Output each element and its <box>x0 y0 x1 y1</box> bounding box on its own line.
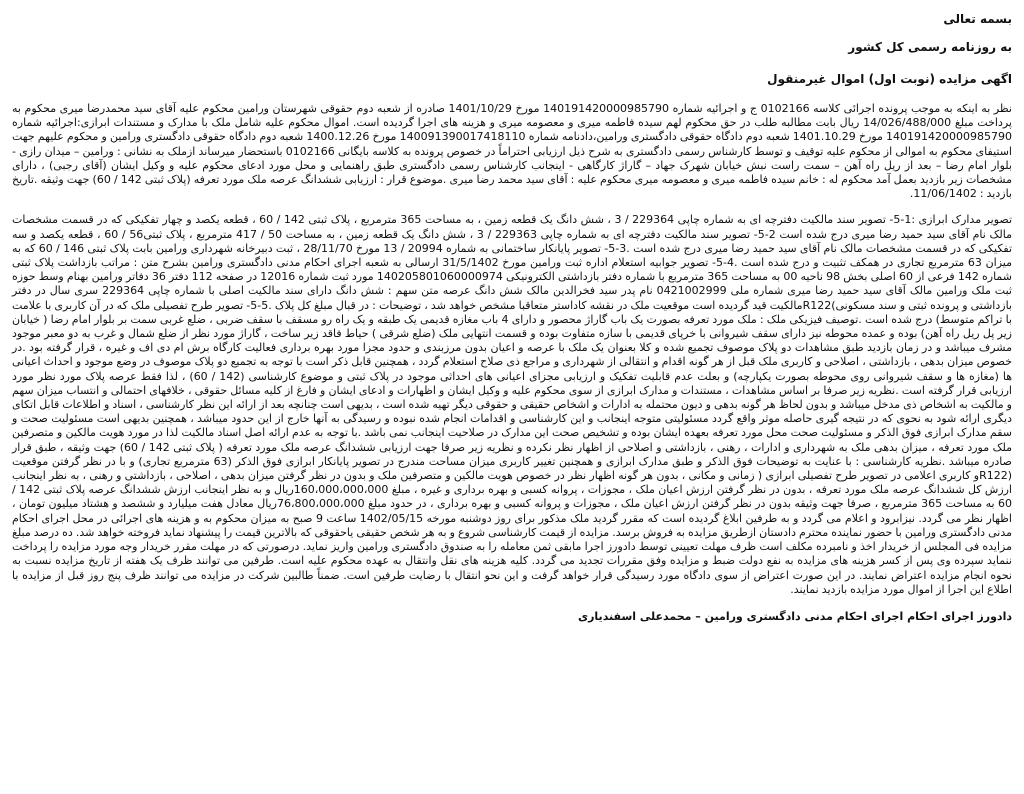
bismillah-heading: بسمه تعالی <box>943 12 1012 26</box>
signature-line: دادورز اجرای احکام اجرای احکام مدنی دادگستری ورامین – محمدعلی اسفندیاری <box>578 609 1012 623</box>
expert-report-paragraph: تصویر مدارک ابرازی :1-5- تصویر سند مالکیت دفترچه ای به شماره چاپی 229364 / 3 ، شش دانگ یک قطعه زمین ، به مساحت 365 مترمربع ، پلاک ثبتی 142 / 60 ، قطعه یکصد و چهار تفکیکی که در قسمت مشخصات مالک نام آقای سید حمید رضا میری درج شده است 2-5- تصویر سند مالکیت دفترچه ای به شماره چاپی 229363 / 3 ، شش دانگ یک قطعه زمین ، به مساحت 50 / 417 مترمربع ، پلاک ثبتی56 / 60 ، قطعه یکصد و سه تفکیکی که در قسمت مشخصات مالک نام آقای سید حمید رضا میری درج شده است .3-5- تصویر پایانکار ساختمانی به شماره 20994 / 13 مورخ 28/11/70 ، ثبت دبیرخانه شهرداری ورامین بابت پلاک ثبتی 146 / 60 که به میزان 63 مترمربع تجاری در همکف تثبیت و درج شده است .4-5- تصویر جوابیه استعلام اداره ثبت ورامین مورخ 31/5/1402 ارسالی به شعبه اجرای احکام مدنی دادگستری ورامین بشرح متن : مراتب بازداشت پلاک ثبتی شماره 142 فرعی از 60 اصلی بخش 98 ناحیه 00 به مساحت 365 مترمربع با شماره دفتر بازداشتی الکترونیکی 140205801060000974 مورد ثبت شماره 12016 در صفحه 112 دفتر 36 دفاتر ورامین بهنام وسط حوزه ثبت ملک ورامین مالک آقای سید حمید رضا میری شماره ملی 0421002999 نام پدر سید فخرالدین مالک شش دانگ عرصه متن سهم : شش دانگ دارای سند مالکیت اصلی با شماره چاپی 229364 سری سال در دفتر بازداشتی و پرونده ثبتی و سند مسکونی)R122مالکیت قید گردیده است موقعیت ملک در نقشه کاداستر متعاقبا مشخص خواهد شد ، توضیحات : در قبال مبلغ کل پلاک .5-5- تصویر طرح تفصیلی ملک که در آن کاربری با علامت با تراکم متوسط) درج شده است .توصیف فیزیکی ملک : ملک مورد تعرفه بصورت یک باب گاراژ محصور و دارای 4 باب مغازه قدیمی یک طبقه و یک راه رو مسقف با سقف ضربی ، ضلع غربی سمت بر بلوار امام رضا ( خیابان زیر پل ریل راه آهن) بوده و عمده محوطه نیز دارای سقف شیروانی با خرپای قدیمی با سازه متفاوت بوده و قسمت انتهایی ملک (ضلع شرقی ) حیاط فاقد زیر ساخت ، گاراژ مورد نظر از ضلع شمال و غرب به دو معبر موجود مشرف میباشد و در زمان بازدید طبق مشاهدات دو پلاک موصوف تجمیع شده و کلا بعنوان یک ملک با عرصه و اعیان بدون مرزبندی و حدود مجزا مورد بهره برداری فعالیت کارگاه برش ام دی اف و غیره ، قرار گرفته بود .در خصوص میزان بدهی ، بازداشتی ، اصلاحی و کاربری ملک قبل از هر گونه اقدام و انتقالی از شهرداری و مراجع ذی صلاح استعلام گردد ، همچنین قابل ذکر است با توجه به تجمیع دو پلاک موصوف در وضع موجود و احداث اعیانی ها (مغازه ها و سقف شیروانی روی محوطه بصورت یکپارچه) و بعلت عدم قابلیت تفکیک و ارزیابی مجزای اعیانی های احداثی موجود در پلاک ثبتی و موضوع کارشناسی (142 / 60) ، لذا فقط عرصه پلاک مورد نظر مورد ارزیابی قرار گرفته است .نظریه زیر صرفا بر اساس مشاهدات ، مستندات و مدارک ابرازی از سوی محکوم علیه و وکیل ایشان و اظهارات و ادعای ایشان و فارغ از کلیه مسائل حقوقی ، خلافهای احتمالی و انتساب میزان سهم و مالکیت به اشخاص ذی مدخل میباشد و بدون لحاظ هر گونه بدهی و دیون محتمله به ادارات و اشخاص حقیقی و حقوقی دیگر تهیه شده است ، بدیهی است چنانچه بعد از ارائه این نظر کارشناسی ، اسناد و اطلاعات قابل اتکای دیگری ارائه شود به نحوی که در نتیجه گیری حاصله موثر واقع گردد مسئولیتی متوجه اینجانب و این کارشناسی و اقدامات انجام شده نبوده و رسیدگی به آنها خارج از این حدود میباشد ، همچنین بدیهی است مسئولیت صحت و سقم مدارک ابرازی فوق الذکر و مسئولیت صحت محل مورد تعرفه بعهده ایشان بوده و تشخیص صحت این مدارک در صلاحیت اینجانب نمی باشد .با توجه به عدم ارائه اصل اسناد مالکیت لذا در مورد هویت مالکین و متصرفین ملک مورد تعرفه ، میزان بدهی ملک به شهرداری و ادارات ، رهنی ، بازداشتی و اصلاحی از اظهار نظر نکرده و نظریه زیر صرفا جهت ارزیابی ششدانگ عرصه ملک مورد تعرفه ( پلاک ثبتی 142 / 60) جهت وثیقه ، طبق قرار صادره میباشد .نظریه کارشناسی : با عنایت به توضیحات فوق الذکر و طبق مدارک ابرازی و همچنین تغییر کاربری میزان مساحت مندرج در تصویر پایانکار ابرازی فوق الذکر (63 مترمربع تجاری) و با در نظر گرفتن موقعیت (R122و کاربری اعلامی در تصویر طرح تفصیلی ابرازی ( زمانی و مکانی ، بدون هر گونه اظهار نظر در خصوص هویت مالکین و متصرفین ملک و بدون در نظر گرفتن میزان بدهی ، اصلاحی ، بازداشتی و رهنی ، به نظر اینجانب ارزش کل ششدانگ عرصه ملک مورد تعرفه ، بدون در نظر گرفتن ارزش اعیان ملک ، مجوزات ، پروانه کسبی و بهره برداری و غیره ، مبلغ 160،000،000،000ریال و به نظر اینجانب ارزش ششدانگ عرصه پلاک ثبتی 142 / 60 به مساحت 365 مترمربع ، صرفا جهت وثیقه بدون در نظر گرفتن ارزش اعیان ملک ، مجوزات و پروانه کسبی و بهره برداری ، در حدود مبلغ 76،800،000،000ریال معادل هفت میلیارد و ششصد و هشتاد میلیون تومان ، اظهار نظر می گردد. نیزابرود و اعلام می گردد و به طرفین ابلاغ گردیده است که مقرر گردید ملک مذکور برای روز دوشنبه مورخه 1402/05/15 ساعت 9 صبح به میزان محکوم به و هزینه های اجرائی در محل اجرای احکام مدنی دادگستری ورامین با حضور نماینده محترم دادستان ازطریق مزایده به فروش برسد. مزایده از قیمت کارشناسی شروع و به هر شخص حقیقی یاحقوقی که بالاترین قیمت را پیشنهاد نماید فروخته خواهد شد. ده درصد مبلغ مزایده فی المجلس از خریدار اخذ و نامبرده مکلف است ظرف مهلت تعیینی توسط دادورز اجرا مابقی ثمن معامله را به صندوق دادگستری ورامین واریز نماید. درصورتی که در مهلت مقرر خریدار وجه مورد مزایده را پرداخت ننماید سپرده وی پس از کسر هزینه های مزایده به نفع دولت ضبط و مزایده وفق مقررات تجدید می گردد. کلیه هزینه های نقل وانتقال به عهده محکوم علیه است. طرفین می توانند ظرف یک هفته از تاریخ مزایده نسبت به نحوه انجام مزایده اعتراض نمایند. در این صورت اعتراض از سوی دادگاه مورد رسیدگی قرار خواهد گرفت و این نحو انتقال با رضایت طرفین است. ضمناً طالبین شرکت در مزایده می توانند ظرف پنج روز قبل از مزایده با اطلاع این اجرا از اموال مورد مزایده بازدید نمایند. <box>12 213 1013 596</box>
announcement-title: اگهی مزایده (نوبت اول) اموال غیرمنقول <box>767 72 1012 86</box>
newspaper-recipient: به روزنامه رسمی کل کشور <box>848 40 1012 54</box>
case-details-paragraph: نظر به اینکه به موجب پرونده اجرائی کلاسه 0102166 ج و اجرائیه شماره 140191420000985790 مورخ 1401/10/29 صادره از شعبه دوم حقوقی شهرستان ورامین محکوم علیه آقای سید محمدرضا میری محکوم به پرداخت مبلغ 14/026/488/000 ریال بابت مطالبه طلب در حق محکوم لهم سیده فاطمه میری و معصومه میری و هزینه های اجرا گردیده است. اموال محکوم علیه شامل ملک با مدارک و مستندات ابرازی:اجرائیه شماره 140191420000985790 مورخ 1401.10.29 شعبه دوم دادگاه حقوقی دادگستری ورامین،دادنامه شماره 140091390017418110 مورخ 1400.12.26 شعبه دوم دادگاه حقوقی دادگستری ورامین و محکوم علیهم جهت استیفای محکوم به اموالی از محکوم علیه توقیف و توسط کارشناس رسمی دادگستری به شرح ذیل ارزیابی احتراماً در خصوص پرونده به کلاسه بایگانی 0102166 باستحضار میرساند ازملک به نشانی : ورامین – میدان رازی - بلوار امام رضا – بعد از ریل راه آهن – سمت راست نبش خیابان شهرک جهاد – گاراژ کارگاهی - اینجانب کارشناس رسمی دادگستری طبق راهنمایی و محل مورد ادعای محکوم علیه و وکیل ایشان (آقای رجبی) ، دارای مشخصات زیر بازدید بعمل آمد محکوم له : خانم سیده فاطمه میری و معصومه میری محکوم علیه : آقای سید محمد رضا میری .موضوع قرار : ارزیابی ششدانگ عرصه ملک مورد تعرفه (پلاک ثبتی 142 / 60) جهت وثیقه .تاریخ بازدید : 11/06/1402. <box>12 102 1013 201</box>
